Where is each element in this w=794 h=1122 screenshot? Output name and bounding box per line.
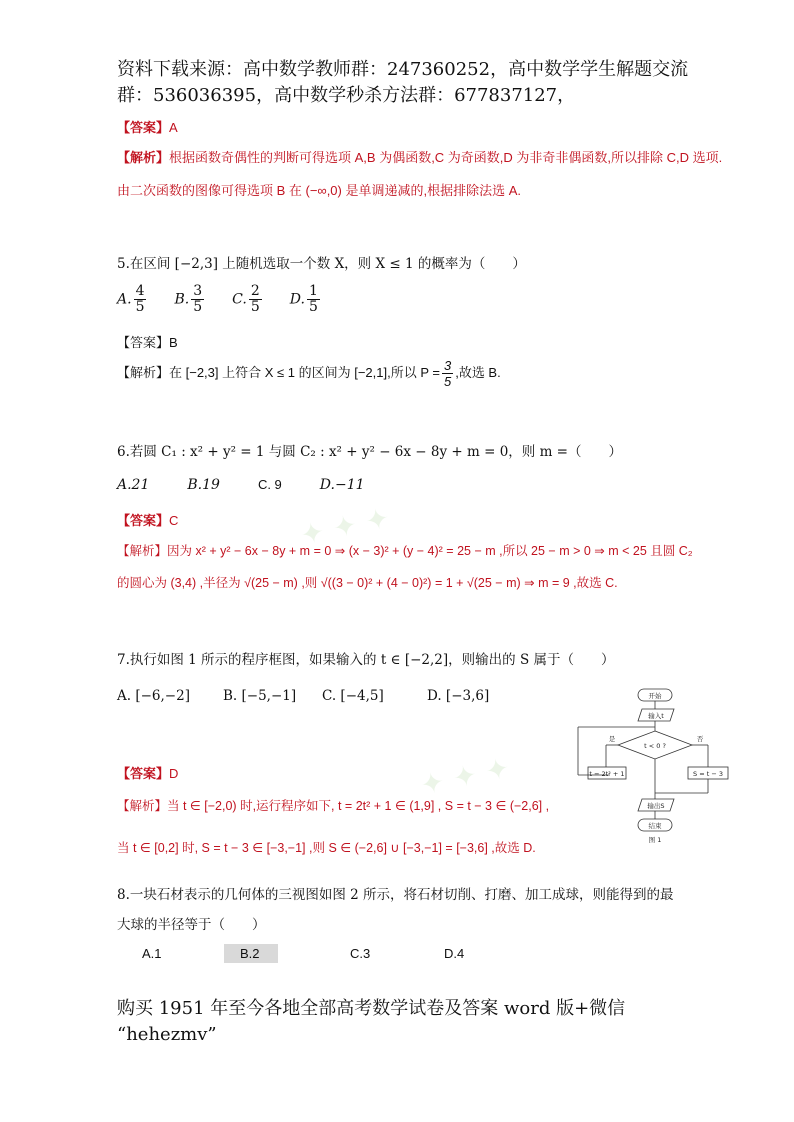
option-c: C.3 (350, 946, 371, 961)
q6-answer: 【答案】C (117, 513, 179, 528)
header-source-line-1: 资料下载来源：高中数学教师群：247360252，高中数学学生解题交流 (117, 59, 689, 80)
watermark: ✦ ✦ ✦ (417, 751, 513, 802)
option-d: D. $\frac{1}{5}$ (289, 283, 318, 315)
q8-stem-line-1: 8.一块石材表示的几何体的三视图如图 2 所示，将石材切削、打磨、加工成球，则能得到的最 (117, 887, 674, 903)
watermark: ✦ ✦ ✦ (297, 501, 393, 552)
flow-start-label: 开始 (648, 692, 662, 700)
q8-stem-line-2: 大球的半径等于（ ） (117, 917, 266, 933)
q6-analysis-line-2: 的圆心为 (3,4) ,半径为 √(25 − m) ,则 √((3 − 0)² + (4 − 0)²) = 1 + √(25 − m) ⇒ m = 9 ,故选 C. (117, 576, 618, 590)
flow-output-label: 输出S (647, 802, 665, 810)
q4-answer (117, 117, 178, 136)
q7-stem: 7.执行如图 1 所示的程序框图，如果输入的 t ∈ [−2,2]，则输出的 S 属于（ ） (117, 652, 615, 668)
option-d: D.−11 (319, 477, 365, 493)
option-b: B. $\frac{3}{5}$ (174, 283, 203, 315)
answer-tag: 【答案】 (117, 120, 170, 135)
option-d: D. [−3,6] (427, 688, 490, 704)
analysis-tag: 【解析】 (117, 150, 170, 165)
q6-options (117, 477, 365, 493)
q4-analysis-line-2: 由二次函数的图像可得选项 B 在 (−∞,0) 是单调递减的,根据排除法选 A. (117, 183, 521, 198)
q7-analysis-line-1: 【解析】当 t ∈ [−2,0) 时,运行程序如下, t = 2t² + 1 ∈ (1,9] , S = t − 3 ∈ (−2,6] , (117, 799, 550, 813)
option-c: C. 9 (257, 477, 282, 492)
option-b: B.19 (187, 477, 220, 493)
q6-stem: 6.若圆 C₁ : x² + y² = 1 与圆 C₂ : x² + y² − 6x − 8y + m = 0，则 m =（ ） (117, 444, 622, 460)
flow-end-label: 结束 (648, 822, 662, 830)
footer-line-2: “hehezmv” (117, 1024, 217, 1045)
flow-no-label: 否 (696, 735, 704, 743)
q6-analysis-line-1: 【解析】因为 x² + y² − 6x − 8y + m = 0 ⇒ (x − 3)² + (y − 4)² = 25 − m ,所以 25 − m > 0 ⇒ m < 25 且圆 C₂ (117, 544, 693, 558)
option-c: C. [−4,5] (322, 688, 384, 704)
flow-condition-label: t < 0 ? (644, 742, 666, 750)
q5-options (117, 284, 322, 315)
option-b: B. [−5,−1] (223, 688, 297, 704)
q7-answer: 【答案】D (117, 766, 179, 781)
option-b: B.2 (224, 944, 278, 963)
q5-stem: 5.在区间 [−2,3] 上随机选取一个数 X，则 X ≤ 1 的概率为（ ） (117, 256, 526, 272)
q5-answer: 【答案】B (117, 335, 178, 350)
q7-analysis-line-2: 当 t ∈ [0,2] 时, S = t − 3 ∈ [−3,−1] ,则 S ∈ (−2,6] ∪ [−3,−1] = [−3,6] ,故选 D. (117, 841, 536, 855)
option-a: A.21 (117, 477, 150, 493)
header-source-line-2: 群：536036395，高中数学秒杀方法群：677837127， (117, 85, 576, 106)
flow-no-box-label: S = t − 3 (693, 770, 723, 778)
option-a: A. $\frac{4}{5}$ (117, 283, 145, 315)
q4-analysis-line-1 (117, 147, 722, 166)
q7-flowchart (570, 685, 730, 850)
flow-caption: 图 1 (648, 836, 662, 844)
option-d: D.4 (444, 946, 465, 961)
flow-yes-label: 是 (608, 735, 616, 743)
option-c: C. $\frac{2}{5}$ (232, 283, 260, 315)
flow-yes-box-label: t = 2t² + 1 (589, 770, 625, 778)
footer-line-1: 购买 1951 年至今各地全部高考数学试卷及答案 word 版+微信 (117, 998, 626, 1019)
option-a: A.1 (142, 946, 162, 961)
flow-input-label: 输入t (648, 712, 664, 720)
q5-analysis: 【解析】在 [−2,3] 上符合 X ≤ 1 的区间为 [−2,1],所以 P = $\frac{3}{5}$ ,故选 B. (117, 358, 501, 389)
option-a: A. [−6,−2] (117, 688, 190, 704)
answer-value: A (169, 120, 178, 135)
analysis-text: 根据函数奇偶性的判断可得选项 A,B 为偶函数,C 为奇函数,D 为非奇非偶函数,所以排除 C,D 选项. (169, 150, 723, 165)
